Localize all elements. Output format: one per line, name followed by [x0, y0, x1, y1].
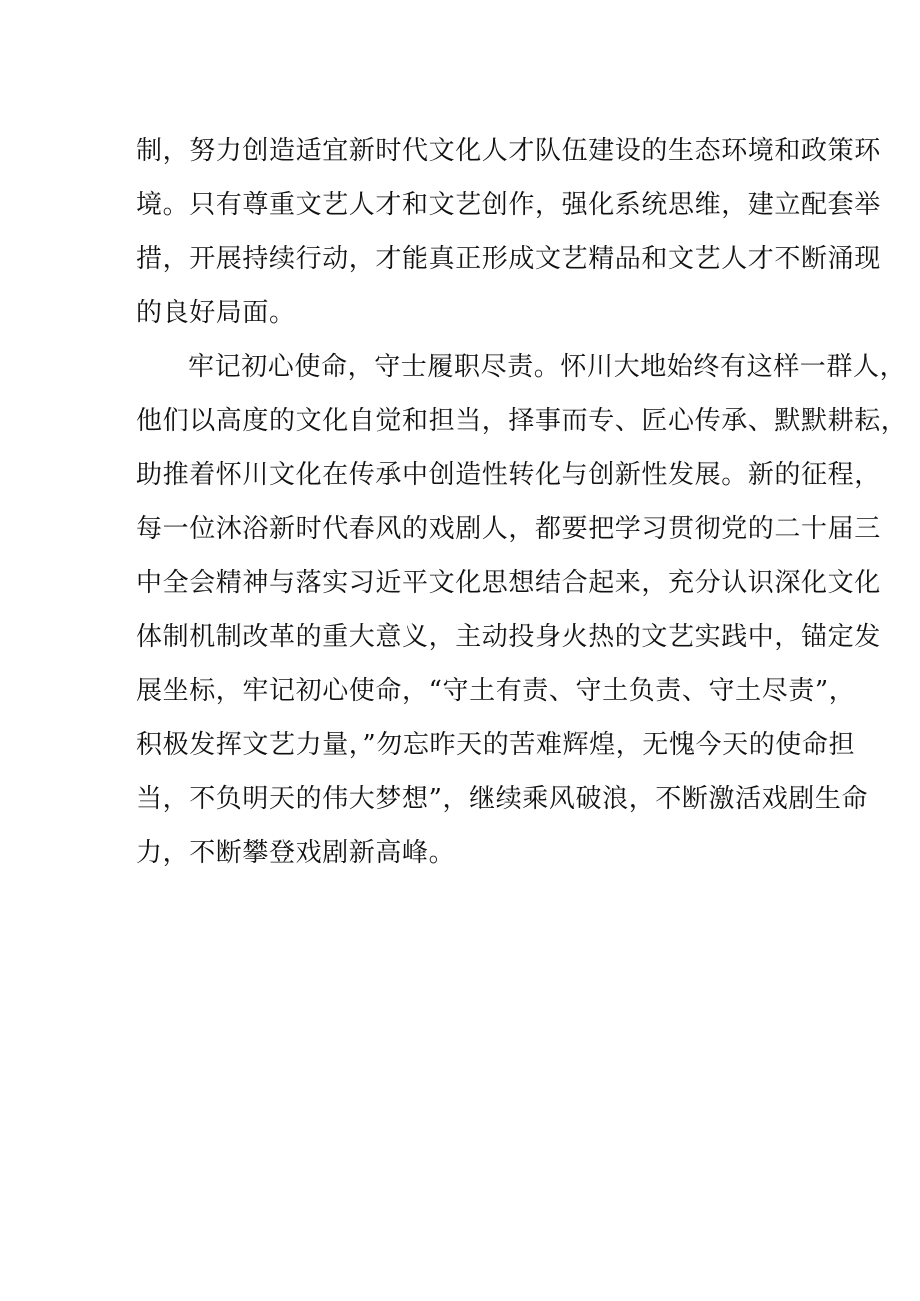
text-line: 境。只有尊重文艺人才和文艺创作，强化系统思维，建立配套举 [136, 190, 881, 220]
text-line: 积极发挥文艺力量，”勿忘昨天的苦难辉煌，无愧今天的使命担 [136, 730, 856, 760]
text-line: 他们以高度的文化自觉和担当，择事而专、匠心传承、默默耕耘， [136, 406, 908, 436]
text-line: 助推着怀川文化在传承中创造性转化与创新性发展。新的征程， [136, 460, 881, 490]
paragraph-1 [136, 124, 881, 340]
text-line: 每一位沐浴新时代春风的戏剧人，都要把学习贯彻党的二十届三 [136, 514, 881, 544]
text-line: 中全会精神与落实习近平文化思想结合起来，充分认识深化文化 [136, 568, 881, 598]
text-line: 体制机制改革的重大意义，主动投身火热的文艺实践中，锚定发 [136, 622, 881, 652]
text-line: 制，努力创造适宜新时代文化人才队伍建设的生态环境和政策环 [136, 136, 881, 166]
paragraph-2 [136, 340, 908, 880]
text-line: 的良好局面。 [136, 298, 296, 328]
text-line: 力，不断攀登戏剧新高峰。 [136, 838, 456, 868]
text-line: 牢记初心使命，守士履职尽责。怀川大地始终有这样一群人， [188, 352, 907, 382]
text-line: 展坐标，牢记初心使命，“守土有责、守土负责、守土尽责”， [136, 676, 856, 706]
text-line: 当，不负明天的伟大梦想”，继续乘风破浪，不断激活戏剧生命 [136, 784, 869, 814]
text-line: 措，开展持续行动，才能真正形成文艺精品和文艺人才不断涌现 [136, 244, 881, 274]
document-body [136, 124, 908, 880]
